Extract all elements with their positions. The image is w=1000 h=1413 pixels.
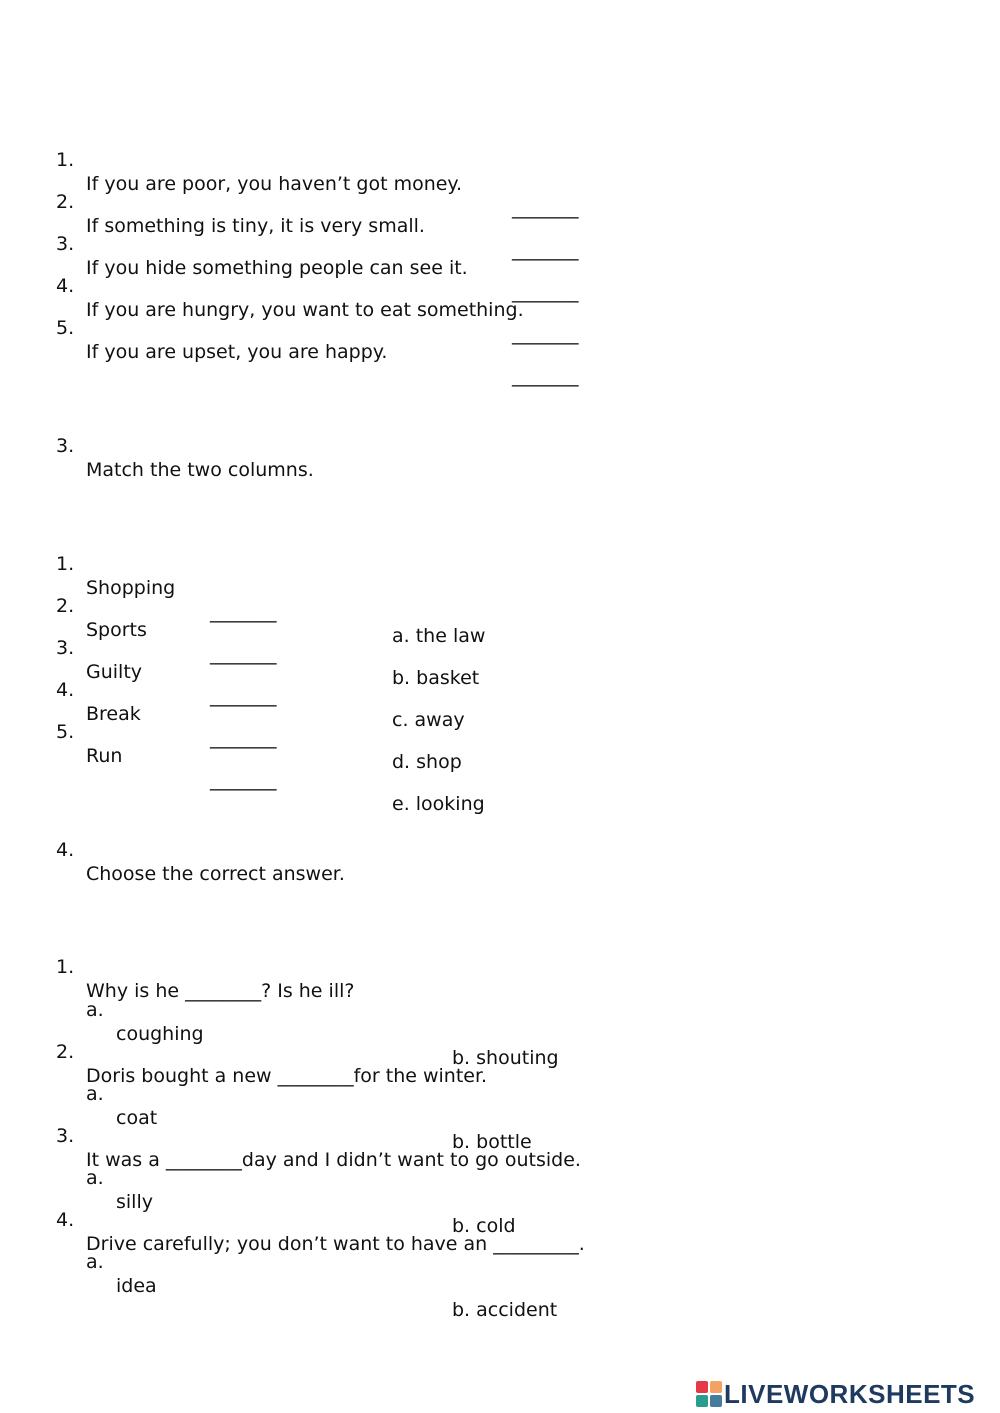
item-number: 1. <box>56 149 75 171</box>
answer-blank[interactable]: _______ <box>210 601 277 623</box>
answer-blank[interactable]: _______ <box>512 239 579 261</box>
heading-text: Choose the correct answer. <box>86 863 345 885</box>
question-number: 1. <box>56 956 75 978</box>
answer-blank[interactable]: _______ <box>210 727 277 749</box>
item-number: 4. <box>56 275 75 297</box>
liveworksheets-logo <box>696 1378 975 1410</box>
answer-blank[interactable]: _______ <box>512 365 579 387</box>
item-text: If you hide something people can see it. <box>86 257 468 279</box>
item-text: If something is tiny, it is very small. <box>86 215 425 237</box>
item-number: 2. <box>56 191 75 213</box>
match-option: d. shop <box>392 751 462 773</box>
item-number: 3. <box>56 637 75 659</box>
option-b[interactable]: b. cold <box>452 1215 516 1237</box>
option-a-letter: a. <box>86 1251 104 1273</box>
match-word: Shopping <box>86 577 176 599</box>
item-number: 3. <box>56 233 75 255</box>
section-heading <box>0 814 345 886</box>
match-word: Sports <box>86 619 147 641</box>
answer-blank[interactable]: _______ <box>512 323 579 345</box>
question-text: It was a ________day and I didn’t want to go outside. <box>86 1149 581 1171</box>
option-a[interactable]: coughing <box>116 1023 204 1045</box>
option-b[interactable]: b. shouting <box>452 1047 559 1069</box>
option-a-letter: a. <box>86 1083 104 1105</box>
match-word: Break <box>86 703 141 725</box>
option-b[interactable]: b. accident <box>452 1299 558 1321</box>
question-text: Drive carefully; you don’t want to have an _________. <box>86 1233 585 1255</box>
question-text: Why is he ________? Is he ill? <box>86 980 355 1002</box>
heading-number: 3. <box>56 435 75 457</box>
match-option: e. looking <box>392 793 485 815</box>
question-text: Doris bought a new ________for the winter. <box>86 1065 488 1087</box>
answer-blank[interactable]: _______ <box>512 197 579 219</box>
section-heading <box>0 410 314 482</box>
option-a[interactable]: coat <box>116 1107 158 1129</box>
question-number: 3. <box>56 1125 75 1147</box>
item-number: 1. <box>56 553 75 575</box>
answer-blank[interactable]: _______ <box>210 769 277 791</box>
item-text: If you are hungry, you want to eat something. <box>86 299 524 321</box>
item-number: 5. <box>56 721 75 743</box>
item-number: 2. <box>56 595 75 617</box>
item-number: 5. <box>56 317 75 339</box>
answer-blank[interactable]: _______ <box>210 643 277 665</box>
answer-blank[interactable]: _______ <box>512 281 579 303</box>
answer-blank[interactable]: _______ <box>210 685 277 707</box>
heading-number: 4. <box>56 839 75 861</box>
match-option: a. the law <box>392 625 486 647</box>
question-number: 2. <box>56 1041 75 1063</box>
item-text: If you are upset, you are happy. <box>86 341 388 363</box>
match-word: Run <box>86 745 123 767</box>
option-b[interactable]: b. bottle <box>452 1131 532 1153</box>
match-option: c. away <box>392 709 465 731</box>
option-a[interactable]: idea <box>116 1275 157 1297</box>
heading-text: Match the two columns. <box>86 459 314 481</box>
option-a-letter: a. <box>86 1167 104 1189</box>
match-word: Guilty <box>86 661 143 683</box>
question-number: 4. <box>56 1209 75 1231</box>
liveworksheets-logo-icon <box>696 1381 722 1407</box>
match-option: b. basket <box>392 667 480 689</box>
option-a[interactable]: silly <box>116 1191 153 1213</box>
item-text: If you are poor, you haven’t got money. <box>86 173 463 195</box>
option-a-letter: a. <box>86 999 104 1021</box>
logo-text: LIVEWORKSHEETS <box>724 1378 976 1409</box>
item-number: 4. <box>56 679 75 701</box>
